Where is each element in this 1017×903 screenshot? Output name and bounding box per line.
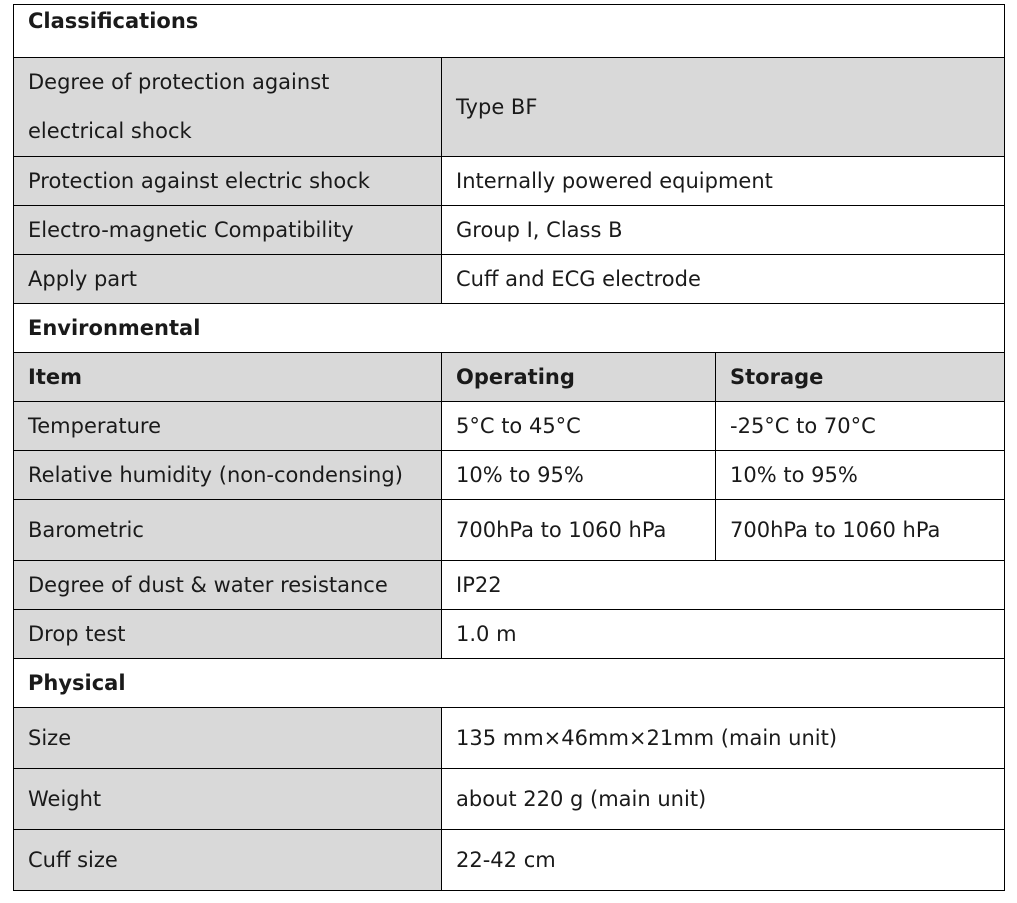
row-label: Temperature [14, 402, 442, 451]
table-row [14, 451, 1005, 500]
column-header-row [14, 353, 1005, 402]
row-operating: 10% to 95% [442, 451, 716, 500]
table-row [14, 830, 1005, 891]
column-header-operating: Operating [442, 353, 716, 402]
row-label: Drop test [14, 610, 442, 659]
table-row [14, 255, 1005, 304]
row-label: Weight [14, 769, 442, 830]
row-label: Relative humidity (non-condensing) [14, 451, 442, 500]
table-row [14, 500, 1005, 561]
row-value: 1.0 m [442, 610, 1005, 659]
table-row [14, 708, 1005, 769]
row-label: Apply part [14, 255, 442, 304]
row-value: Internally powered equipment [442, 157, 1005, 206]
table-row [14, 206, 1005, 255]
row-value: about 220 g (main unit) [442, 769, 1005, 830]
table-row [14, 402, 1005, 451]
table-row [14, 157, 1005, 206]
section-header-physical [14, 659, 1005, 708]
row-value: Type BF [442, 58, 1005, 157]
row-value: 22-42 cm [442, 830, 1005, 891]
row-value: IP22 [442, 561, 1005, 610]
row-label: Electro-magnetic Compatibility [14, 206, 442, 255]
row-label: Size [14, 708, 442, 769]
row-label: Barometric [14, 500, 442, 561]
column-header-item: Item [14, 353, 442, 402]
row-value: 135 mm×46mm×21mm (main unit) [442, 708, 1005, 769]
row-storage: 10% to 95% [716, 451, 1005, 500]
section-title: Environmental [14, 304, 1005, 353]
row-value: Cuff and ECG electrode [442, 255, 1005, 304]
column-header-storage: Storage [716, 353, 1005, 402]
section-title: Classifications [14, 5, 1005, 58]
row-storage: 700hPa to 1060 hPa [716, 500, 1005, 561]
row-label: Degree of dust & water resistance [14, 561, 442, 610]
row-value: Group I, Class B [442, 206, 1005, 255]
row-label: Cuff size [14, 830, 442, 891]
section-header-environmental [14, 304, 1005, 353]
row-operating: 700hPa to 1060 hPa [442, 500, 716, 561]
section-title: Physical [14, 659, 1005, 708]
table-row [14, 58, 1005, 157]
row-label: Protection against electric shock [14, 157, 442, 206]
row-storage: -25°C to 70°C [716, 402, 1005, 451]
table-row [14, 561, 1005, 610]
row-operating: 5°C to 45°C [442, 402, 716, 451]
row-label: Degree of protection against electrical shock [14, 58, 442, 157]
section-header-classifications [14, 5, 1005, 58]
table-row [14, 610, 1005, 659]
table-row [14, 769, 1005, 830]
specifications-table [13, 4, 1005, 891]
